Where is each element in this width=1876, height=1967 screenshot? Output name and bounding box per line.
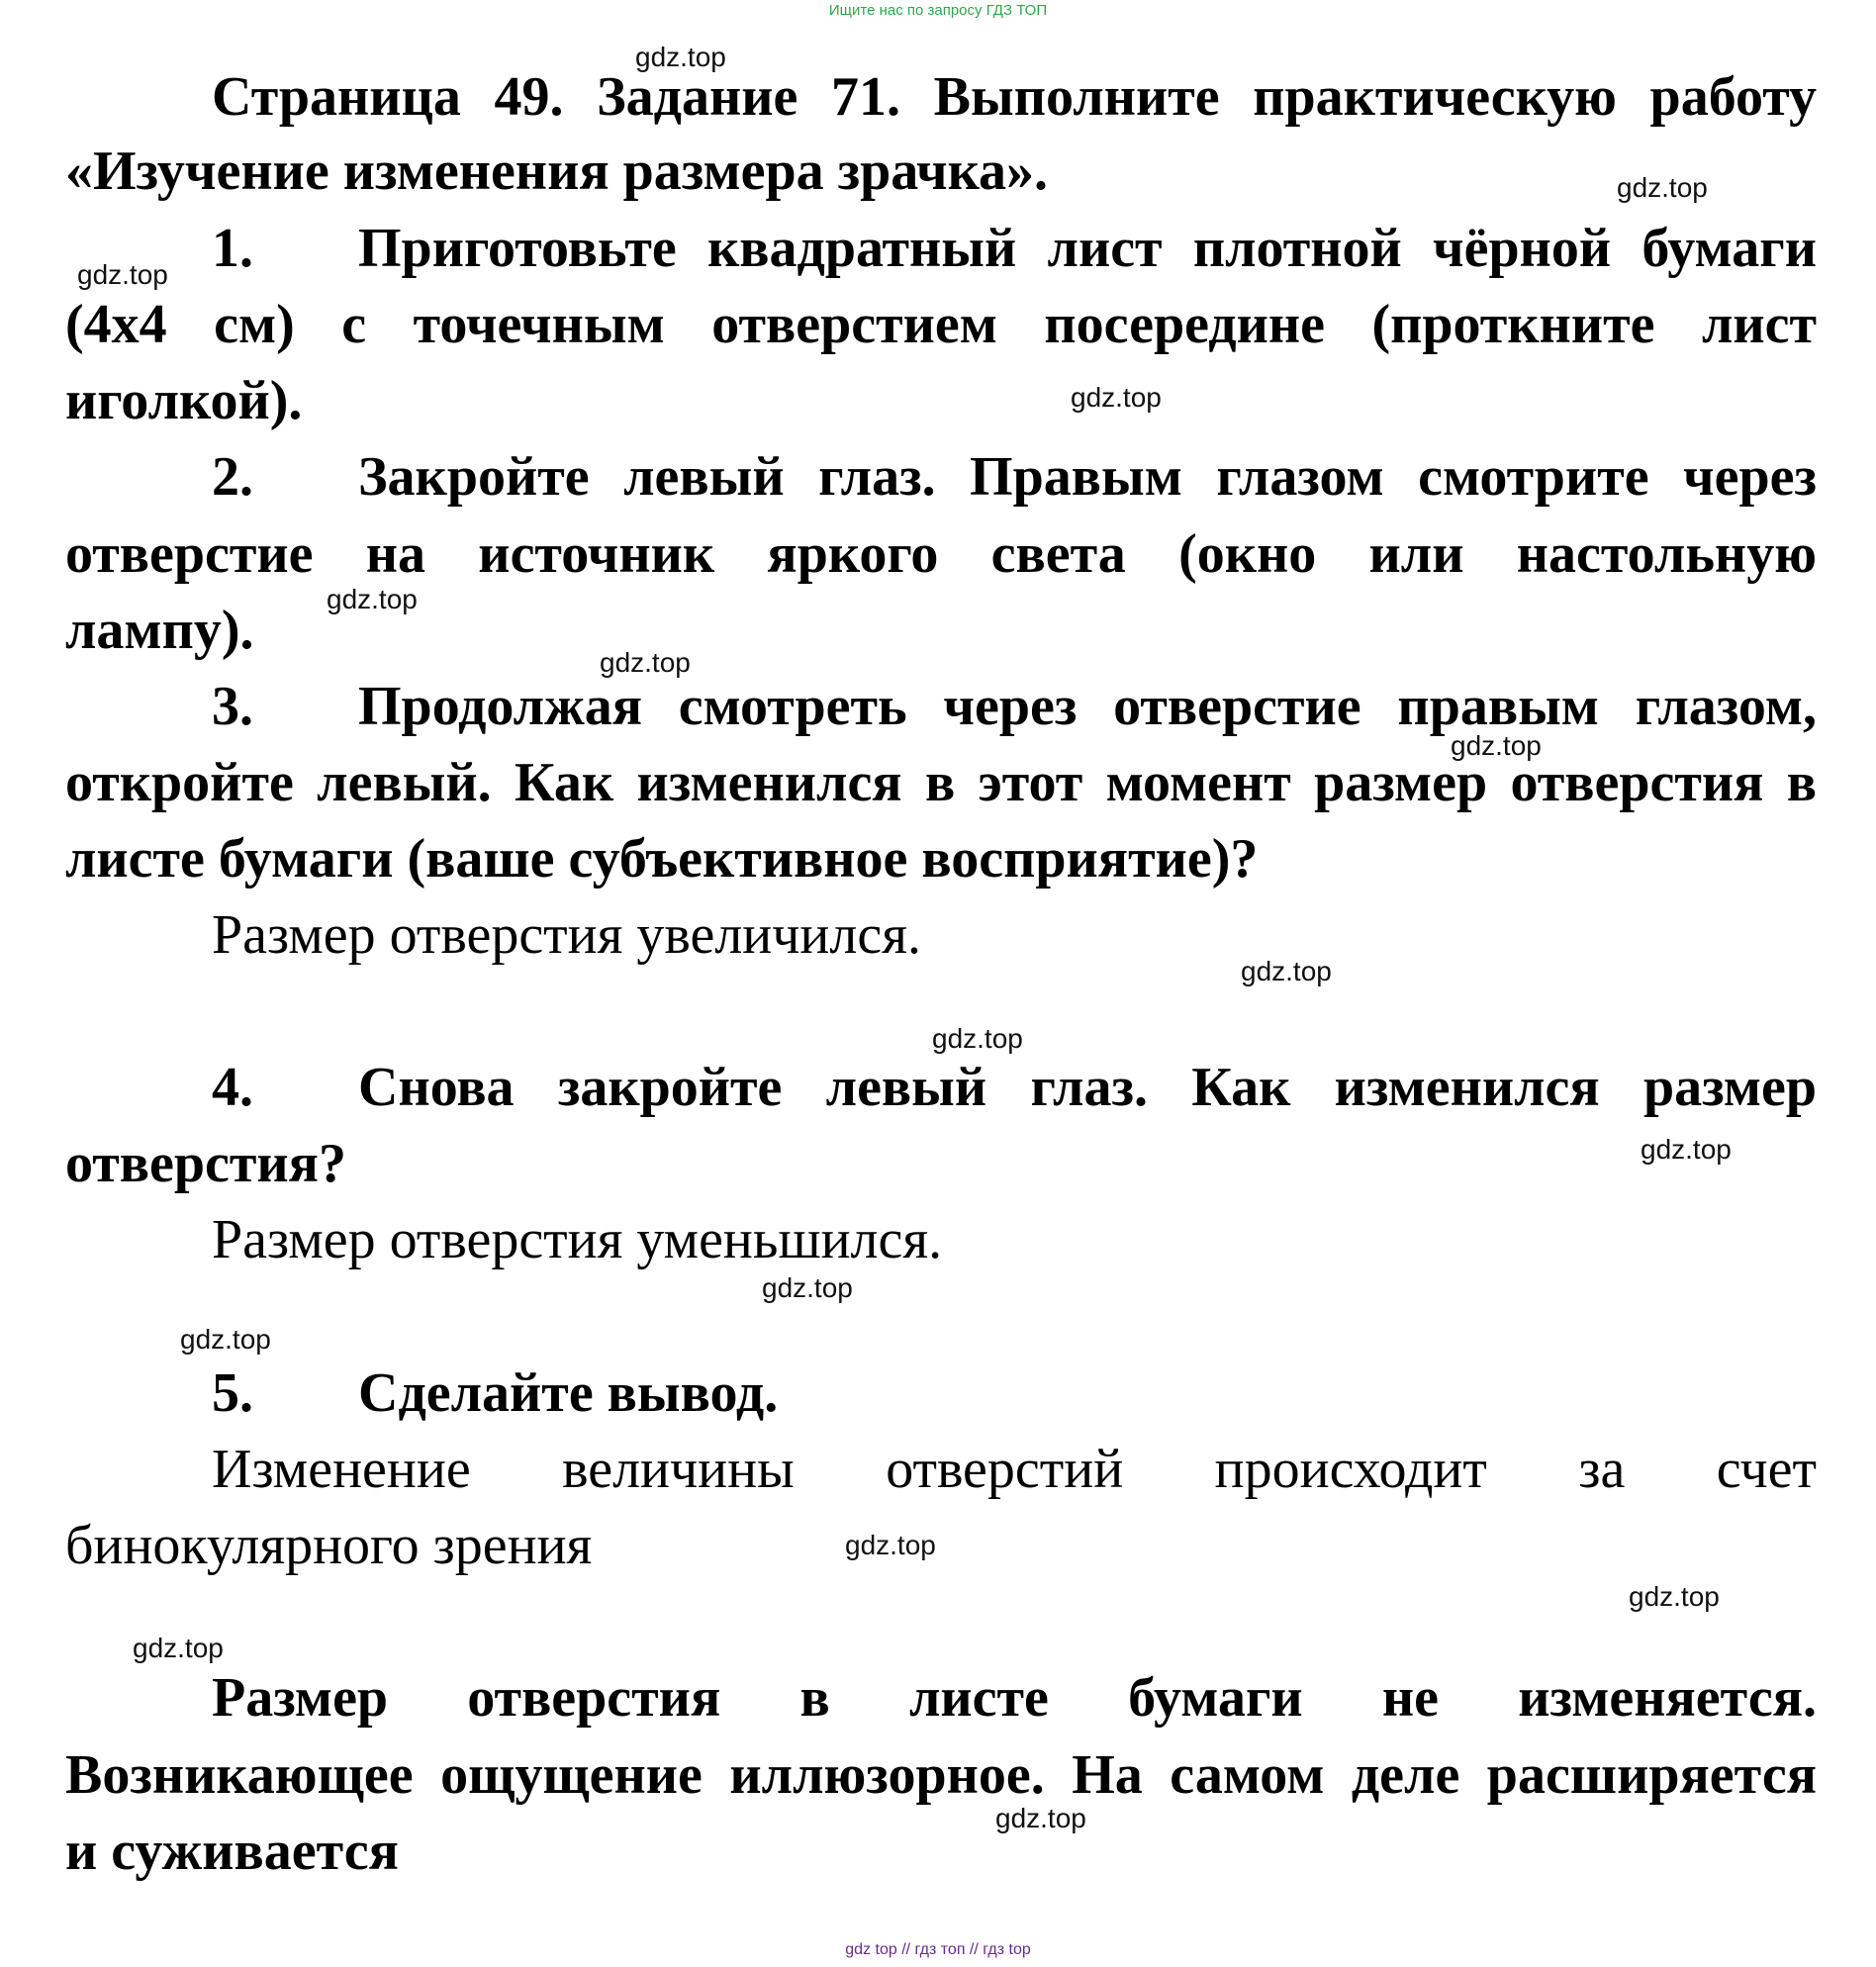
watermark: gdz.top: [635, 42, 726, 72]
conclusion-line-3: и суживается: [65, 1821, 399, 1882]
watermark: gdz.top: [133, 1633, 224, 1663]
watermark: gdz.top: [327, 584, 418, 614]
watermark: gdz.top: [845, 1530, 936, 1560]
step2-line-3: лампу).: [65, 600, 254, 661]
step3-number: 3.: [212, 676, 253, 737]
step2-line-1: Закройте левый глаз. Правым глазом смотрите через: [358, 446, 1817, 508]
conclusion-line-2: Возникающее ощущение иллюзорное. На самом деле расширяется: [65, 1744, 1817, 1806]
step3-line-1: Продолжая смотреть через отверстие правым глазом,: [358, 676, 1817, 737]
step4-heading: [212, 1056, 1817, 1119]
step4-answer: Размер отверстия уменьшился.: [212, 1209, 943, 1270]
search-banner: Ищите нас по запросу ГДЗ ТОП: [828, 2, 1048, 19]
conclusion-line-1: Размер отверстия в листе бумаги не изменяется.: [212, 1667, 1817, 1729]
step5-line-1: Сделайте вывод.: [358, 1362, 779, 1424]
step2-heading: [212, 445, 1817, 509]
watermark: gdz.top: [1071, 382, 1162, 413]
step5-answer-line-1: Изменение величины отверстий происходит за счет: [212, 1439, 1817, 1500]
step5-number: 5.: [212, 1362, 253, 1424]
step3-answer: Размер отверстия увеличился.: [212, 904, 921, 966]
step2-line-2: отверстие на источник яркого света (окно или настольную: [65, 523, 1817, 585]
step3-heading: [212, 675, 1817, 738]
title-line-2: «Изучение изменения размера зрачка».: [65, 140, 1049, 202]
step4-number: 4.: [212, 1057, 253, 1118]
watermark: gdz.top: [762, 1272, 853, 1303]
watermark: gdz.top: [1617, 172, 1708, 203]
watermark: gdz.top: [1641, 1134, 1732, 1165]
watermark: gdz.top: [1451, 730, 1542, 761]
watermark: gdz.top: [995, 1803, 1086, 1833]
step2-number: 2.: [212, 446, 253, 508]
step1-line-2: (4х4 см) с точечным отверстием посередине (проткните лист: [65, 294, 1817, 355]
watermark: gdz.top: [77, 259, 168, 290]
step1-heading: [212, 217, 1817, 280]
step1-number: 1.: [212, 218, 253, 279]
step4-line-1: Снова закройте левый глаз. Как изменился размер: [358, 1057, 1817, 1118]
watermark: gdz.top: [1629, 1581, 1720, 1612]
watermark: gdz.top: [180, 1324, 271, 1355]
step5-answer-line-2: бинокулярного зрения: [65, 1515, 593, 1576]
footer-links: gdz top // гдз топ // гдз top: [845, 1941, 1031, 1958]
step1-line-1: Приготовьте квадратный лист плотной чёрной бумаги: [358, 218, 1817, 279]
title-line-1: Страница 49. Задание 71. Выполните практическую работу: [212, 66, 1817, 128]
watermark: gdz.top: [932, 1023, 1023, 1054]
step1-line-3: иголкой).: [65, 370, 303, 431]
watermark: gdz.top: [1241, 956, 1332, 986]
watermark: gdz.top: [600, 647, 691, 678]
step5-heading: [212, 1361, 1817, 1425]
step3-line-2: откройте левый. Как изменился в этот момент размер отверстия в: [65, 752, 1817, 813]
step4-line-2: отверстия?: [65, 1133, 346, 1194]
step3-line-3: листе бумаги (ваше субъективное восприятие)?: [65, 828, 1259, 890]
